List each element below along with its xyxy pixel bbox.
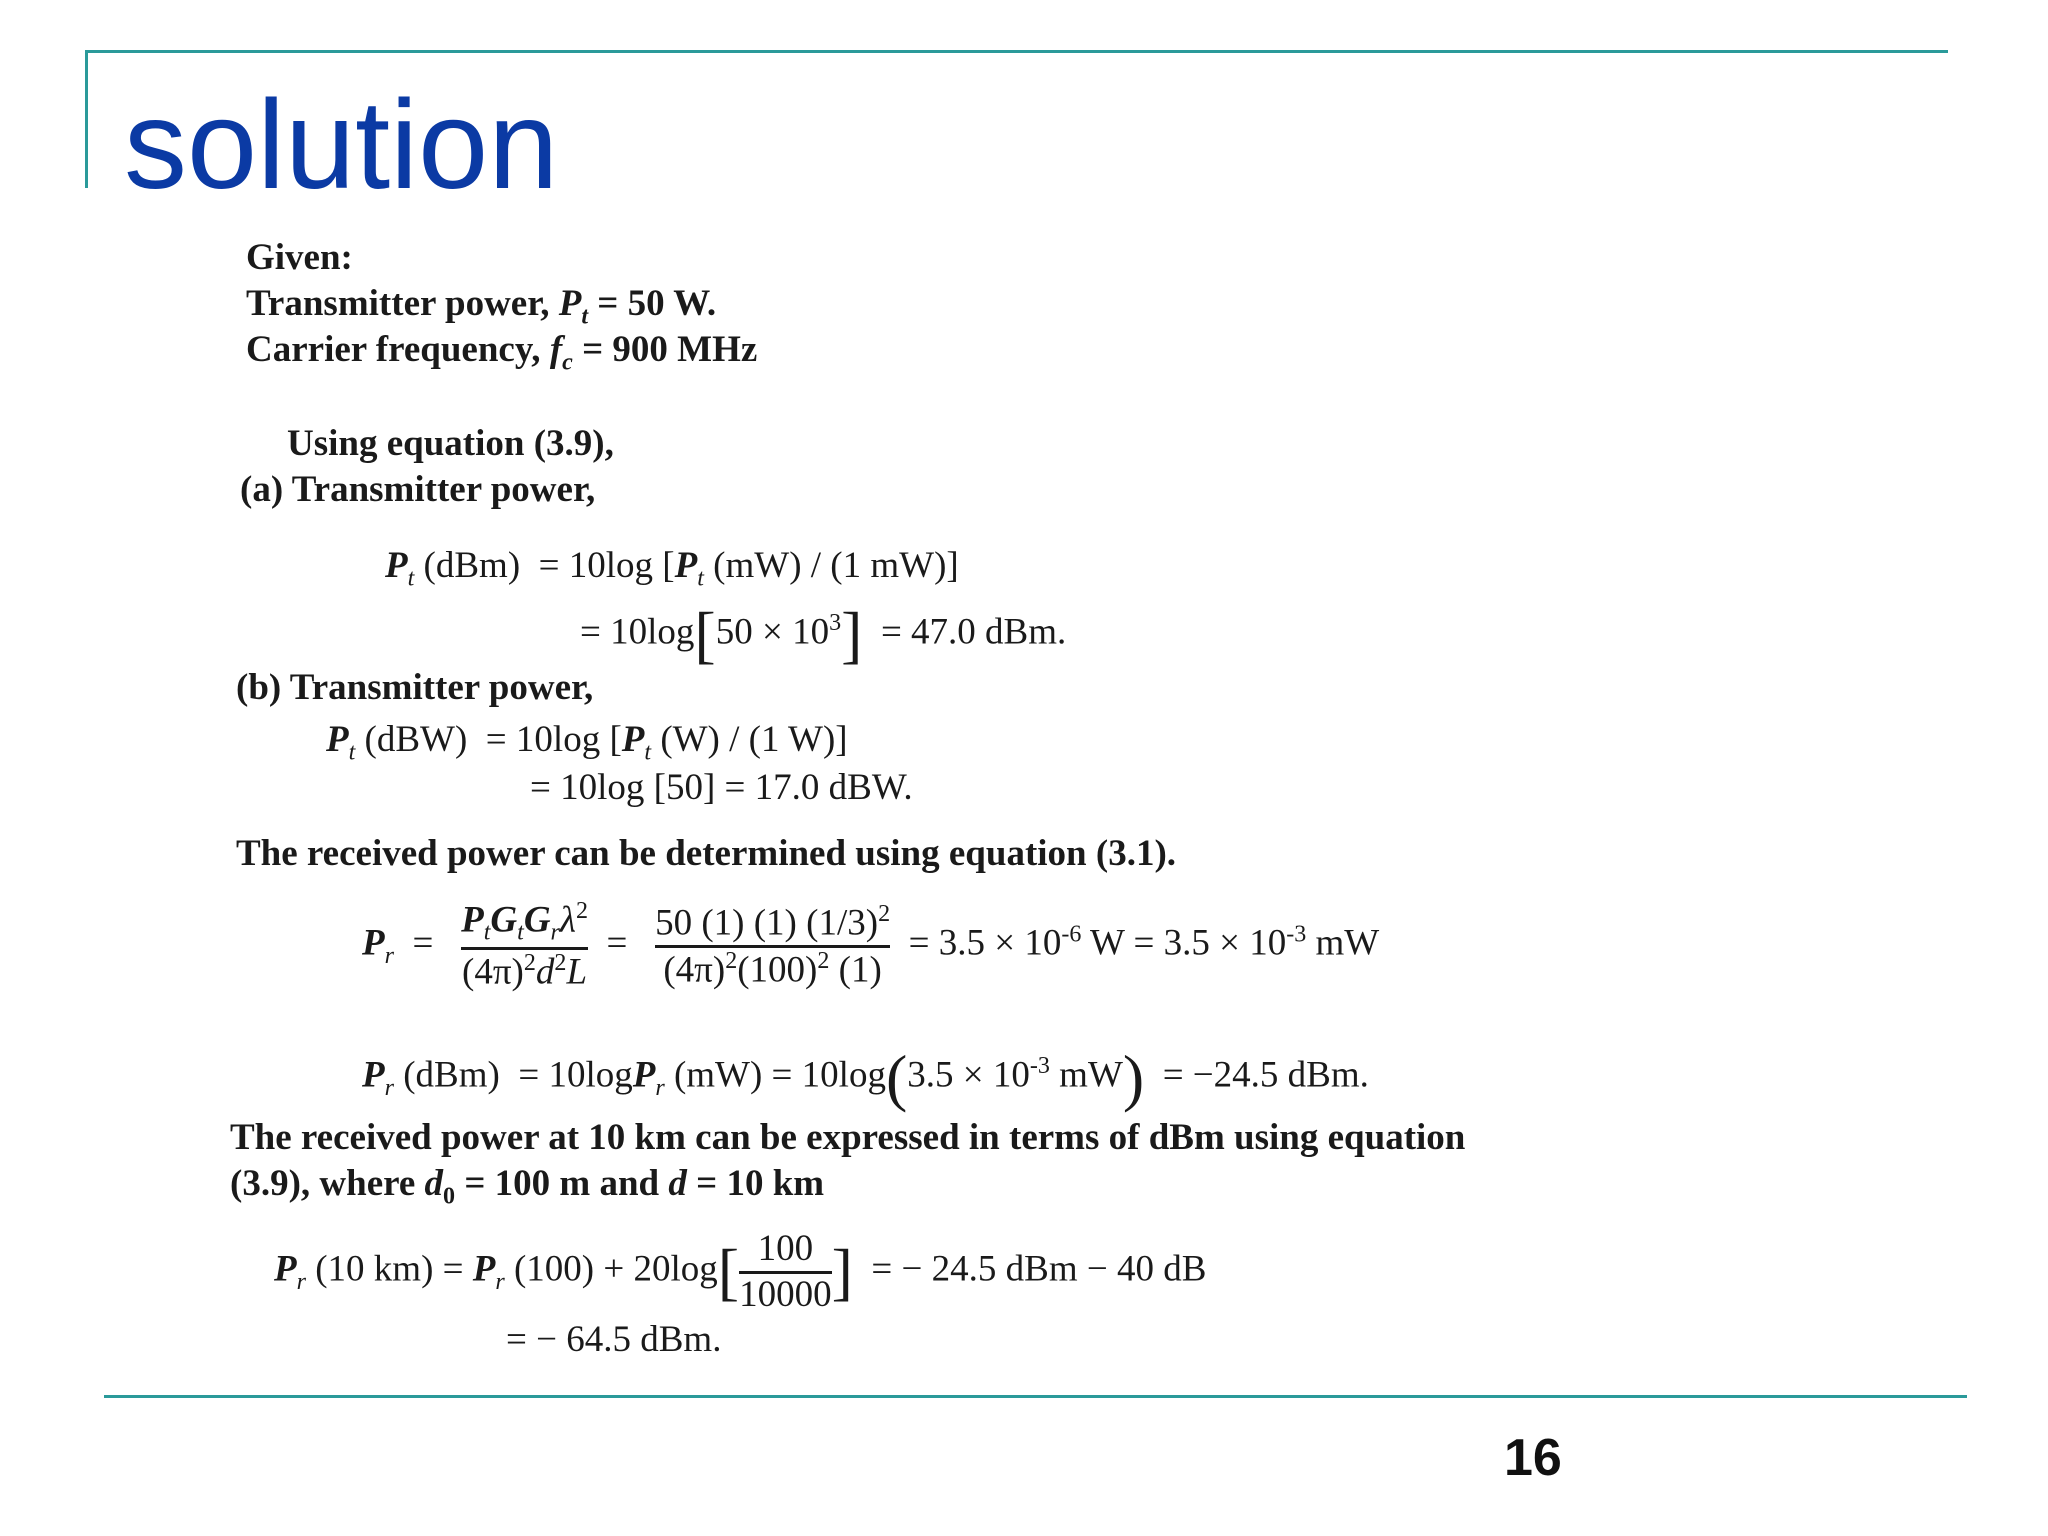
received-dbm-inner-unit: mW xyxy=(1059,1054,1123,1096)
received-eq1: $P_r$ = $\frac{P_tG_tG_r\lambda^2}{(4\pi)^2d^2L}$ = $\frac{50 (1) (1) (1/3)^2}{(4\pi)^2(100)^2 (1)}$ = $3.5 \times 10^{-6}$ $W = 3.5 \times 10^{-3}$ mW xyxy=(362,898,1380,993)
part-a-eq2-prefix: = 10log xyxy=(580,611,695,653)
received-frac1-den: (4π) xyxy=(462,951,524,993)
part-a-eq2-exp: 3 xyxy=(829,610,842,637)
ten-km-frac-num: 100 xyxy=(757,1228,814,1269)
ten-km-frac-den: 10000 xyxy=(739,1271,832,1317)
part-a-intro: Using equation (3.9), xyxy=(287,423,614,464)
received-intro: The received power can be determined using equation (3.1). xyxy=(236,833,1177,874)
ten-km-final: = − 64.5 dBm. xyxy=(506,1319,722,1360)
title-rule-left xyxy=(85,50,88,188)
received-result-a: = 3.5 × 10 xyxy=(908,922,1062,964)
ten-km-frac xyxy=(739,1228,832,1316)
given-power-sub: t xyxy=(581,303,589,330)
part-a-eq2-inner: 50 × 10 xyxy=(715,611,830,653)
received-dbm-mid-b: (mW) = 10log xyxy=(673,1054,886,1096)
received-frac2-den: (4π) xyxy=(663,948,726,990)
part-a-eq2-result: = 47.0 dBm. xyxy=(880,611,1067,653)
given-frequency-sub: c xyxy=(562,349,573,376)
part-a-eq1: $P_t$ (dBm) = 10log [$P_t$ (mW) / (1 mW)] xyxy=(385,545,959,592)
part-b-heading: (b) Transmitter power, xyxy=(236,667,594,708)
received-dbm-mid: = 10log xyxy=(518,1054,633,1096)
ten-km-rhs: = − 24.5 dBm − 40 dB xyxy=(871,1248,1207,1290)
received-frac2-den-b: (100) xyxy=(737,948,818,990)
given-heading: Given: xyxy=(246,237,353,278)
received-dbm-lhs: (dBm) xyxy=(403,1054,500,1096)
part-b-eq1-rhs-b: (W) / (1 W)] xyxy=(660,719,848,760)
received-frac2: $\frac{50 (1) (1) (1/3)^2}{(4\pi)^2(100)^2 (1)}$ xyxy=(655,900,891,990)
given-power-symbol: P xyxy=(558,283,582,324)
given-frequency-label: Carrier frequency, xyxy=(246,329,541,370)
given-line-power xyxy=(246,284,716,330)
part-a-eq1-rhs-b: (mW) / (1 mW)] xyxy=(713,545,959,586)
ten-km-intro-c: = 10 km xyxy=(696,1163,825,1204)
title-rule-top xyxy=(85,50,1948,53)
footer-rule xyxy=(104,1395,1967,1398)
received-result-a-exp: -6 xyxy=(1061,921,1082,948)
received-dbm-inner-exp: -3 xyxy=(1029,1053,1050,1080)
page-number: 16 xyxy=(1504,1429,1562,1487)
ten-km-intro-a: (3.9), where xyxy=(230,1163,416,1204)
part-b-eq1-lhs: (dBW) xyxy=(364,719,468,760)
part-a-eq2: = $10\log[50 \times 10^3] = 47.0$ dBm. xyxy=(580,599,1067,670)
part-b-eq1: $P_t$ (dBW) = 10log [$P_t$ (W) / (1 W)] xyxy=(326,719,848,766)
part-a-heading: (a) Transmitter power, xyxy=(240,469,596,510)
received-frac2-num-exp: 2 xyxy=(878,900,891,927)
given-frequency-value: = 900 MHz xyxy=(582,329,758,370)
received-frac2-den-c: (1) xyxy=(838,948,882,990)
part-a-eq1-lhs: (dBm) xyxy=(423,545,521,586)
slide-title: solution xyxy=(124,74,559,215)
ten-km-intro-b: = 100 m and xyxy=(464,1163,660,1204)
ten-km-intro-line2: (3.9), where $d_0 = 100$ m and d = 10 km xyxy=(230,1163,825,1210)
given-line-frequency xyxy=(246,330,757,376)
ten-km-mid: (100) + 20log xyxy=(513,1248,718,1290)
received-result-b-exp: -3 xyxy=(1286,921,1307,948)
ten-km-intro-line1: The received power at 10 km can be expressed in terms of dBm using equation xyxy=(230,1117,1466,1158)
received-dbm-inner: 3.5 × 10 xyxy=(907,1054,1030,1096)
given-frequency-symbol: f xyxy=(549,329,563,370)
received-dbm-result: = −24.5 dBm. xyxy=(1162,1054,1369,1096)
received-result-b: W = 3.5 × 10 xyxy=(1089,922,1287,964)
solution-scan xyxy=(220,238,1820,1383)
part-b-eq1-rhs-a: = 10log [ xyxy=(485,719,622,760)
ten-km-lhs: (10 km) = xyxy=(315,1248,464,1290)
part-a-eq1-rhs-a: = 10log [ xyxy=(538,545,675,586)
received-dbm-eq: $P_r$ (dBm) = 10logP$_r$ $(mW) = 10\log(3.5 \times 10^{-3}$ mW) = −24.5 dBm. xyxy=(362,1042,1369,1113)
received-frac1: $\frac{P_tG_tG_r\lambda^2}{(4\pi)^2d^2L}$ xyxy=(461,898,588,993)
received-frac1-num: G xyxy=(490,899,518,941)
received-frac2-num: 50 (1) (1) (1/3) xyxy=(655,902,879,944)
part-b-eq2: = 10log [50] = 17.0 dBW. xyxy=(530,767,913,808)
ten-km-eq: $P_r$ (10 $km) = P_r$ (100) + 20log[ $\frac{100}{10000}$ ] = − 24.5 dBm − 40 dB xyxy=(274,1228,1207,1315)
given-power-label: Transmitter power, xyxy=(246,283,550,324)
given-power-value: = 50 W. xyxy=(597,283,717,324)
received-result-c: mW xyxy=(1315,922,1380,964)
